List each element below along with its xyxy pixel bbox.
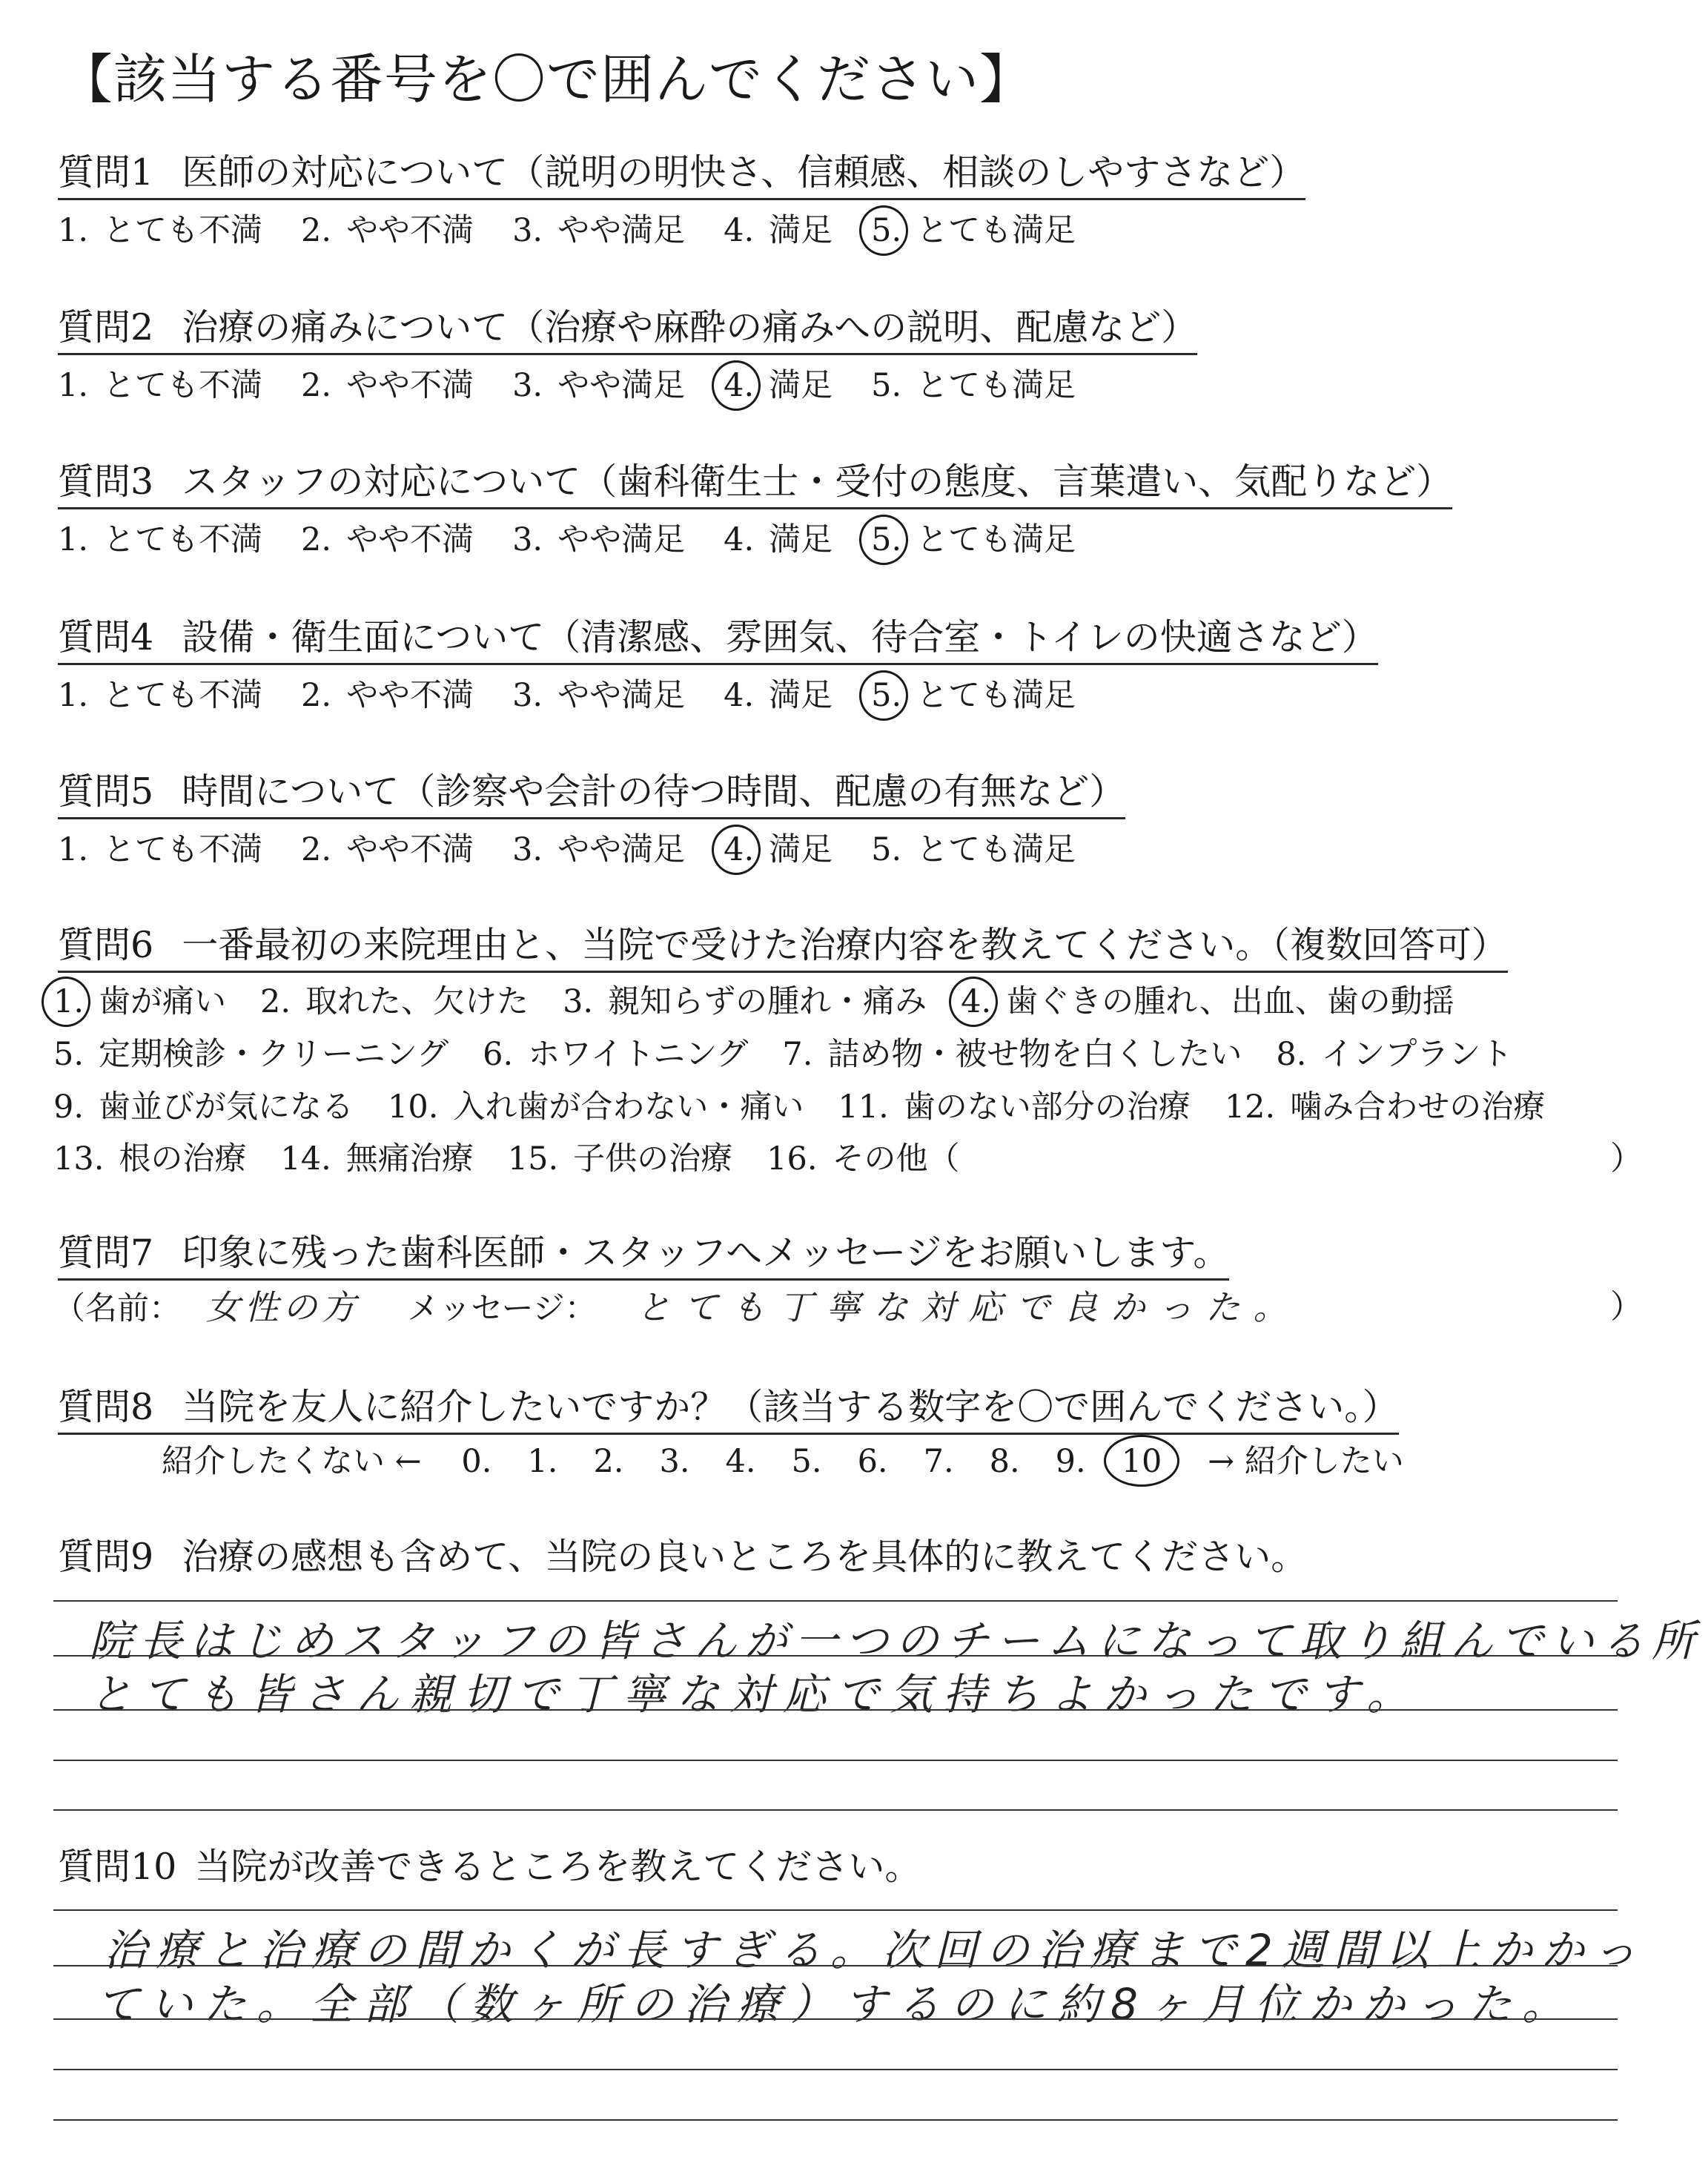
- q10-rule-5: [53, 2119, 1618, 2121]
- q6-title: [58, 923, 1508, 973]
- option-label: やや不満: [346, 831, 474, 868]
- q10-answer-line-2: ていた。全部（数ヶ所の治療）するのに約8ヶ月位かかった。: [96, 1979, 1575, 2029]
- option-label: とても不満: [103, 521, 263, 558]
- option-number: 3.: [512, 212, 543, 249]
- option-label: 満足: [769, 212, 833, 249]
- option-label: やや満足: [557, 521, 686, 558]
- q4-number: 質問4: [58, 616, 154, 658]
- circled-option-number: 1.: [53, 981, 84, 1023]
- q3-text: スタッフの対応について（歯科衛生士・受付の態度、言葉遣い、気配りなど）: [182, 460, 1453, 503]
- q9-text: 治療の感想も含めて、当院の良いところを具体的に教えてください。: [182, 1536, 1308, 1578]
- option-label: 噛み合わせの治療: [1290, 1089, 1546, 1126]
- option-label: やや満足: [557, 677, 686, 714]
- q1-option-4[interactable]: [724, 210, 833, 251]
- option-label: 詰め物・被せ物を白くしたい: [827, 1036, 1242, 1073]
- q2-title: [58, 305, 1197, 355]
- option-label: 歯が痛い: [99, 983, 227, 1020]
- option-label: 歯並びが気になる: [99, 1089, 354, 1126]
- option-number: 2.: [301, 521, 332, 558]
- option-label: 親知らずの腫れ・痛み: [608, 983, 927, 1020]
- q9-rule-3: [53, 1709, 1618, 1711]
- q6-row-4: [53, 1138, 994, 1180]
- q6-option[interactable]: [388, 1086, 804, 1128]
- q6-option[interactable]: [961, 981, 1454, 1023]
- option-label: とても満足: [916, 831, 1076, 868]
- q6-option[interactable]: [53, 1034, 448, 1075]
- q2-text: 治療の痛みについて（治療や麻酔の痛みへの説明、配慮など）: [182, 306, 1198, 349]
- option-label: インプラント: [1321, 1036, 1513, 1073]
- option-label: とても満足: [916, 677, 1076, 714]
- circled-option-number: 5.: [871, 675, 901, 716]
- option-number: 16.: [767, 1140, 818, 1178]
- option-number: 12.: [1224, 1089, 1276, 1126]
- option-number: 3.: [563, 983, 594, 1020]
- q8-left-label: 紹介したくない ←: [162, 1443, 422, 1480]
- q6-option[interactable]: [1276, 1034, 1512, 1075]
- q3-option-1[interactable]: [58, 519, 262, 561]
- q2-option-3[interactable]: [512, 365, 685, 406]
- option-label: 満足: [769, 521, 833, 558]
- option-label: 満足: [769, 677, 833, 714]
- circled-option-number: 4.: [724, 365, 754, 406]
- q6-option[interactable]: [260, 981, 529, 1023]
- option-number: 1.: [58, 677, 89, 714]
- q10-title: [58, 1845, 921, 1892]
- q6-option[interactable]: [767, 1138, 959, 1180]
- q7-message-label: メッセージ：: [407, 1290, 597, 1327]
- circled-option-number: 4.: [724, 829, 754, 871]
- q8-scale-number[interactable]: 6.: [857, 1443, 888, 1480]
- option-label: とても不満: [103, 831, 263, 868]
- option-number: 4.: [724, 212, 755, 249]
- option-number: 4.: [724, 677, 755, 714]
- q4-text: 設備・衛生面について（清潔感、雰囲気、待合室・トイレの快適さなど）: [182, 616, 1378, 658]
- q3-option-2[interactable]: [301, 519, 474, 561]
- q5-number: 質問5: [58, 770, 154, 813]
- option-label: とても満足: [916, 521, 1076, 558]
- option-number: 11.: [838, 1089, 889, 1126]
- option-label: とても不満: [103, 367, 263, 404]
- option-number: 3.: [512, 677, 543, 714]
- q6-number: 質問6: [58, 924, 154, 966]
- q9-number: 質問9: [58, 1536, 154, 1578]
- q6-text: 一番最初の来院理由と、当院で受けた治療内容を教えてください。（複数回答可）: [182, 924, 1508, 966]
- option-number: 1.: [58, 521, 89, 558]
- q1-option-2[interactable]: [301, 210, 474, 251]
- q2-option-4[interactable]: [724, 365, 833, 406]
- q6-row-3: [53, 1086, 1579, 1128]
- q6-option[interactable]: [280, 1138, 473, 1180]
- q9-rule-1: [53, 1600, 1618, 1602]
- option-number: 13.: [53, 1140, 105, 1178]
- q10-rule-2: [53, 1965, 1618, 1966]
- option-number: 6.: [483, 1036, 514, 1073]
- q5-title: [58, 770, 1125, 819]
- q10-rule-4: [53, 2069, 1618, 2070]
- q2-option-1[interactable]: [58, 365, 262, 406]
- q6-option[interactable]: [483, 1034, 748, 1075]
- q8-scale-number[interactable]: 5.: [791, 1443, 822, 1480]
- option-label: やや満足: [557, 367, 686, 404]
- q3-number: 質問3: [58, 460, 154, 503]
- option-number: 10.: [388, 1089, 439, 1126]
- option-label: 歯のない部分の治療: [903, 1089, 1191, 1126]
- q5-option-3[interactable]: [512, 829, 685, 871]
- circled-option-number: 5.: [871, 210, 901, 251]
- q1-option-1[interactable]: [58, 210, 262, 251]
- q2-option-5[interactable]: [871, 365, 1076, 406]
- q8-scale-number[interactable]: 0.: [461, 1443, 492, 1480]
- option-number: 2.: [301, 677, 332, 714]
- q4-title: [58, 615, 1378, 665]
- option-label: やや満足: [557, 831, 686, 868]
- q8-number: 質問8: [58, 1386, 154, 1428]
- q1-text: 医師の対応について（説明の明快さ、信頼感、相談のしやすさなど）: [182, 151, 1306, 194]
- q1-option-3[interactable]: [512, 210, 685, 251]
- form-header: 【該当する番号を〇で囲んでください】: [59, 48, 1034, 110]
- option-number: 2.: [260, 983, 291, 1020]
- q2-number: 質問2: [58, 306, 154, 349]
- option-label: やや不満: [346, 367, 474, 404]
- option-number: 1.: [58, 831, 89, 868]
- option-label: 歯ぐきの腫れ、出血、歯の動揺: [1006, 983, 1454, 1020]
- option-label: ホワイトニング: [528, 1036, 749, 1073]
- q6-option[interactable]: [838, 1086, 1190, 1128]
- q7-number: 質問7: [58, 1232, 154, 1274]
- option-number: 9.: [53, 1089, 85, 1126]
- q4-options: [58, 675, 1114, 716]
- q6-option[interactable]: [508, 1138, 732, 1180]
- q5-option-5[interactable]: [871, 829, 1076, 871]
- q1-options: [58, 210, 1114, 251]
- q4-option-5[interactable]: [871, 675, 1076, 716]
- q10-rule-1: [53, 1909, 1618, 1911]
- q8-scale-number[interactable]: 2.: [593, 1443, 624, 1480]
- q4-option-4[interactable]: [724, 675, 833, 716]
- q9-title: [58, 1535, 1307, 1582]
- q10-rule-3: [53, 2018, 1618, 2020]
- option-label: とても満足: [916, 212, 1076, 249]
- option-number: 14.: [280, 1140, 331, 1178]
- option-number: 5.: [871, 367, 902, 404]
- q1-title: [58, 151, 1305, 200]
- q8-text: 当院を友人に紹介したいですか？（該当する数字を〇で囲んでください。）: [182, 1386, 1399, 1428]
- q8-scale-number[interactable]: 7.: [923, 1443, 954, 1480]
- option-label: 根の治療: [119, 1140, 247, 1178]
- option-number: 8.: [1276, 1036, 1307, 1073]
- option-label: とても不満: [103, 212, 263, 249]
- q8-right-label: → 紹介したい: [1208, 1443, 1404, 1480]
- q3-option-4[interactable]: [724, 519, 833, 561]
- circled-option-number: 4.: [961, 981, 991, 1023]
- q7-name-label: （名前：: [53, 1290, 181, 1327]
- q9-rule-2: [53, 1655, 1618, 1657]
- option-number: 2.: [301, 212, 332, 249]
- q6-option[interactable]: [53, 1086, 354, 1128]
- option-label: やや満足: [557, 212, 686, 249]
- q8-title: [58, 1385, 1399, 1435]
- q7-close-paren: ）: [1610, 1288, 1643, 1326]
- q9-rule-4: [53, 1760, 1618, 1761]
- option-label: やや不満: [346, 521, 474, 558]
- option-number: 2.: [301, 367, 332, 404]
- option-number: 5.: [53, 1036, 85, 1073]
- option-number: 3.: [512, 521, 543, 558]
- option-label: その他（: [832, 1140, 960, 1178]
- q10-number: 質問10: [58, 1846, 177, 1888]
- option-number: 7.: [782, 1036, 813, 1073]
- q7-name-handwritten: 女性の方: [205, 1287, 360, 1327]
- option-label: 定期検診・クリーニング: [99, 1036, 449, 1073]
- option-number: 4.: [724, 521, 755, 558]
- q4-option-2[interactable]: [301, 675, 474, 716]
- option-number: 3.: [512, 367, 543, 404]
- q10-text: 当院が改善できるところを教えてください。: [194, 1846, 921, 1888]
- option-label: とても不満: [103, 677, 263, 714]
- q3-title: [58, 460, 1452, 509]
- q4-option-3[interactable]: [512, 675, 685, 716]
- q6-row-1: [53, 981, 1489, 1023]
- option-label: とても満足: [916, 367, 1076, 404]
- q1-number: 質問1: [58, 151, 154, 194]
- option-label: 入れ歯が合わない・痛い: [453, 1089, 804, 1126]
- q6-option[interactable]: [1225, 1086, 1545, 1128]
- q8-scale-number[interactable]: 8.: [989, 1443, 1020, 1480]
- q7-message-handwritten: とても丁寧な対応で良かった。: [636, 1287, 1301, 1327]
- q8-scale-number[interactable]: 3.: [659, 1443, 690, 1480]
- option-number: 5.: [871, 831, 902, 868]
- q3-option-3[interactable]: [512, 519, 685, 561]
- q3-option-5[interactable]: [871, 519, 1076, 561]
- q8-scale-selected[interactable]: 10: [1122, 1441, 1162, 1482]
- q9-answer-line-2: とても皆さん親切で丁寧な対応で気持ちよかったです。: [89, 1669, 1420, 1720]
- option-label: 無痛治療: [345, 1140, 474, 1178]
- option-label: 満足: [769, 367, 833, 404]
- option-number: 1.: [58, 212, 89, 249]
- q5-option-1[interactable]: [58, 829, 262, 871]
- q1-option-5[interactable]: [871, 210, 1076, 251]
- q5-option-2[interactable]: [301, 829, 474, 871]
- q6-option[interactable]: [782, 1034, 1242, 1075]
- q8-scale: [162, 1441, 1404, 1482]
- option-number: 2.: [301, 831, 332, 868]
- q6-row-2: [53, 1034, 1546, 1075]
- q8-scale-number[interactable]: 9.: [1055, 1443, 1086, 1480]
- q2-option-2[interactable]: [301, 365, 474, 406]
- q4-option-1[interactable]: [58, 675, 262, 716]
- q7-title: [58, 1231, 1229, 1281]
- q9-answer-line-1: 院長はじめスタッフの皆さんが一つのチームになって取り組んでいる所: [89, 1616, 1703, 1666]
- option-label: やや不満: [346, 212, 474, 249]
- circled-option-number: 5.: [871, 519, 901, 561]
- q8-scale-number[interactable]: 4.: [725, 1443, 756, 1480]
- q5-options: [58, 829, 1114, 871]
- q9-rule-5: [53, 1809, 1618, 1811]
- q2-options: [58, 365, 1114, 406]
- option-label: やや不満: [346, 677, 474, 714]
- q6-close-paren: ）: [1610, 1140, 1643, 1178]
- option-label: 取れた、欠けた: [305, 983, 529, 1020]
- q10-answer-line-1: 治療と治療の間かくが長すぎる。次回の治療まで2週間以上かかっ: [104, 1925, 1645, 1975]
- q7-text: 印象に残った歯科医師・スタッフへメッセージをお願いします。: [182, 1232, 1230, 1274]
- q6-option[interactable]: [53, 981, 226, 1023]
- option-number: 3.: [512, 831, 543, 868]
- q6-option[interactable]: [53, 1138, 246, 1180]
- q5-text: 時間について（診察や会計の待つ時間、配慮の有無など）: [182, 770, 1126, 813]
- option-number: 1.: [58, 367, 89, 404]
- option-number: 15.: [507, 1140, 559, 1178]
- q7-answer-line: [53, 1287, 1300, 1330]
- option-label: 子供の治療: [573, 1140, 733, 1178]
- q6-option[interactable]: [563, 981, 927, 1023]
- q3-options: [58, 519, 1114, 561]
- option-label: 満足: [769, 831, 833, 868]
- q8-scale-number[interactable]: 1.: [527, 1443, 558, 1480]
- q5-option-4[interactable]: [724, 829, 833, 871]
